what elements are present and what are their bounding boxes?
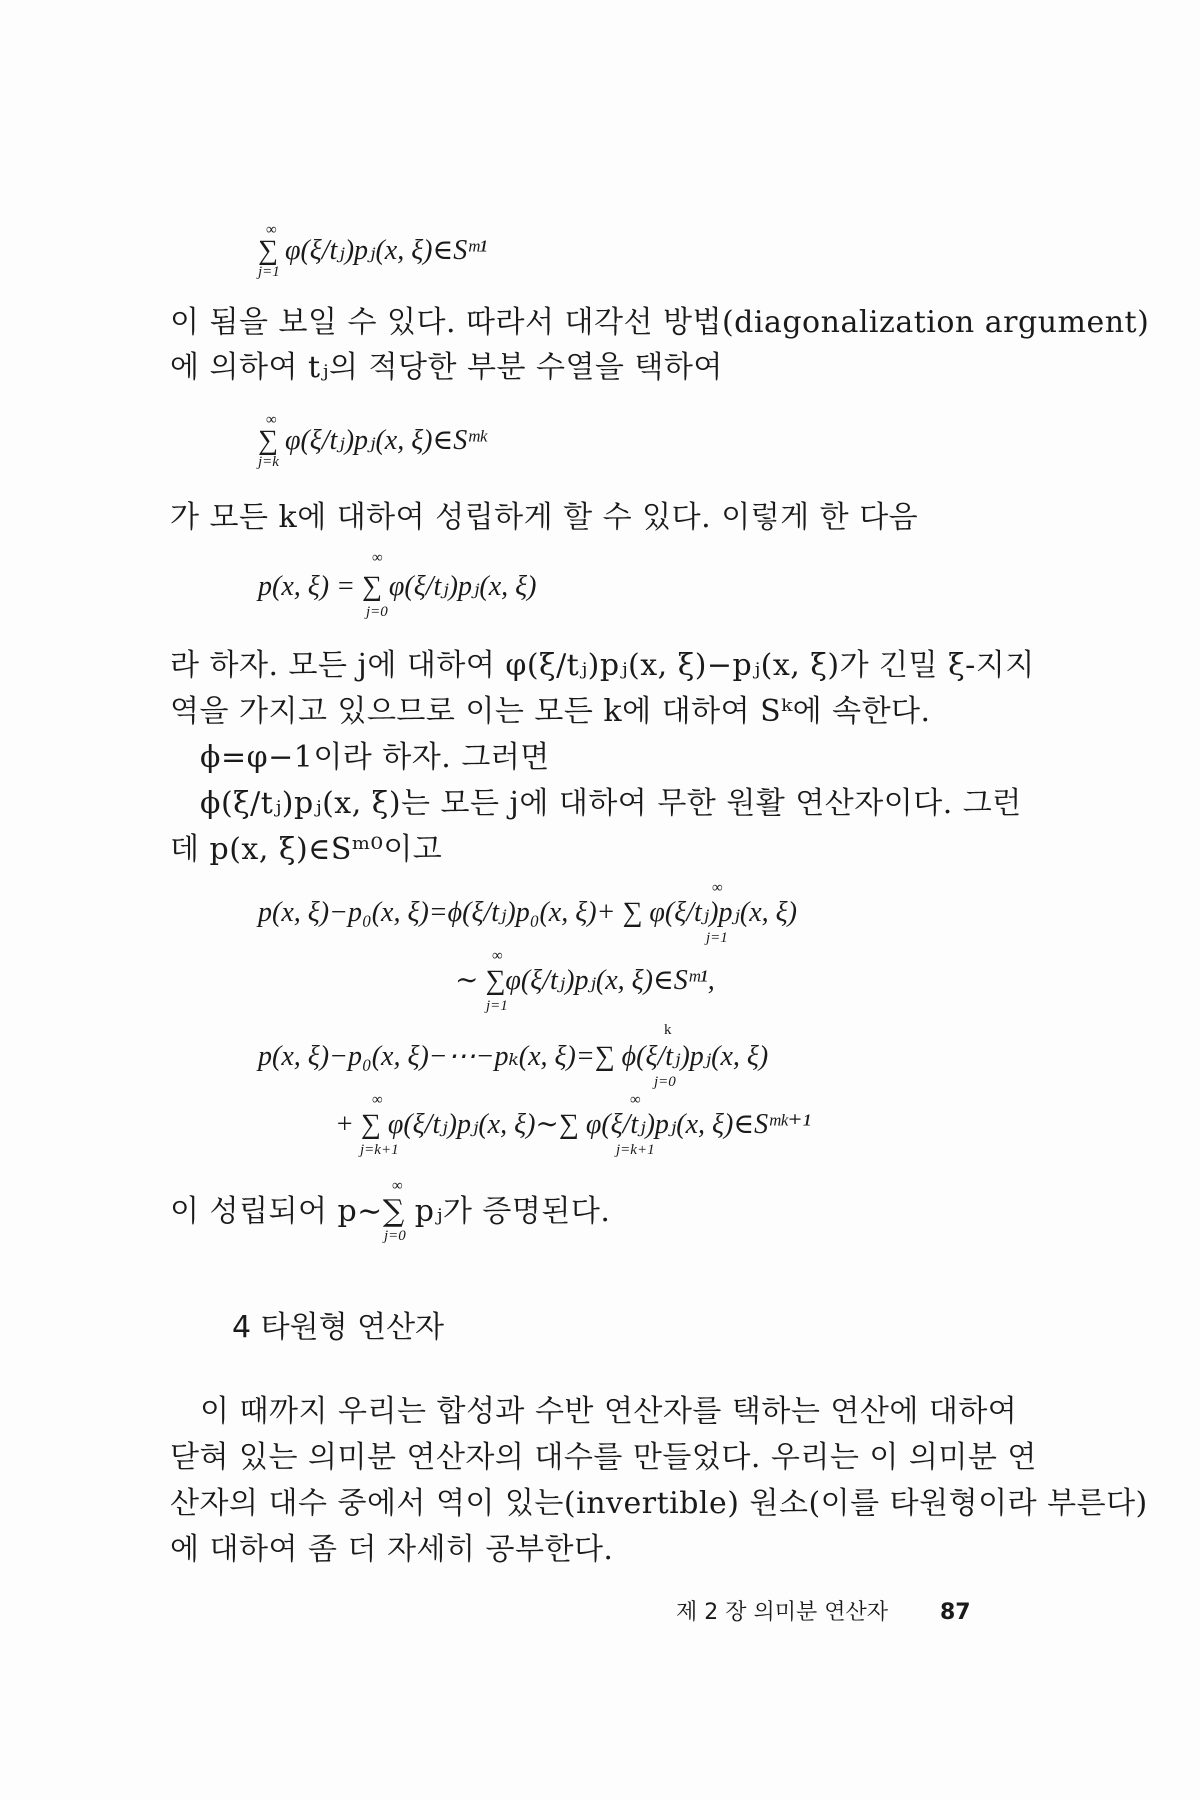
eq5-sum-upper: ∞ <box>492 948 503 964</box>
running-footer-chapter: 제 2 장 의미분 연산자 <box>676 1600 888 1625</box>
paragraph-line-1: 이 때까지 우리는 합성과 수반 연산자를 택하는 연산에 대하여 <box>200 1394 1018 1429</box>
eq8-sum-upper: ∞ <box>392 1178 403 1194</box>
text-line-3: 가 모든 k에 대하여 성립하게 할 수 있다. 이렇게 한 다음 <box>170 500 919 535</box>
eq4-sum-lower: j=1 <box>706 930 728 946</box>
eq7-sum2-lower: j=k+1 <box>616 1142 655 1158</box>
eq4-sum-upper: ∞ <box>712 880 723 896</box>
eq8-sum-lower: j=0 <box>384 1228 406 1244</box>
equation-6: p(x, ξ)−p₀(x, ξ)−⋯−pₖ(x, ξ)=∑ ϕ(ξ/tⱼ)pⱼ(x, ξ) <box>258 1041 769 1072</box>
section-heading: 4 타원형 연산자 <box>232 1310 445 1345</box>
equation-2: ∑ φ(ξ/tⱼ)pⱼ(x, ξ)∈Sᵐᵏ <box>258 425 487 456</box>
equation-4: p(x, ξ)−p₀(x, ξ)=ϕ(ξ/tⱼ)p₀(x, ξ)+ ∑ φ(ξ/tⱼ)pⱼ(x, ξ) <box>258 897 797 928</box>
paragraph-line-4: 에 대하여 좀 더 자세히 공부한다. <box>170 1532 614 1567</box>
equation-3: p(x, ξ) = ∑ φ(ξ/tⱼ)pⱼ(x, ξ) <box>258 571 537 602</box>
eq6-sum-upper: k <box>664 1022 672 1038</box>
eq7-sum1-lower: j=k+1 <box>360 1142 399 1158</box>
text-line-9: 이 성립되어 p∼∑ pⱼ가 증명된다. <box>170 1194 611 1229</box>
text-line-1: 이 됨을 보일 수 있다. 따라서 대각선 방법(diagonalization argument) <box>170 305 1150 340</box>
eq1-sum-upper: ∞ <box>266 222 277 238</box>
equation-7: + ∑ φ(ξ/tⱼ)pⱼ(x, ξ)∼∑ φ(ξ/tⱼ)pⱼ(x, ξ)∈Sᵐᵏ⁺¹ <box>335 1109 811 1140</box>
eq1-sum-lower: j=1 <box>258 264 280 280</box>
page-number: 87 <box>940 1600 971 1625</box>
equation-1: ∑ φ(ξ/tⱼ)pⱼ(x, ξ)∈Sᵐ¹ <box>258 235 488 266</box>
text-line-6: ϕ=φ−1이라 하자. 그러면 <box>200 740 550 775</box>
paragraph-line-2: 닫혀 있는 의미분 연산자의 대수를 만들었다. 우리는 이 의미분 연 <box>170 1440 1037 1475</box>
eq7-sum1-upper: ∞ <box>372 1092 383 1108</box>
text-line-2: 에 의하여 tⱼ의 적당한 부분 수열을 택하여 <box>170 350 723 385</box>
text-line-4: 라 하자. 모든 j에 대하여 φ(ξ/tⱼ)pⱼ(x, ξ)−pⱼ(x, ξ)가 긴밀 ξ-지지 <box>170 648 1035 683</box>
text-line-8: 데 p(x, ξ)∈Sᵐ⁰이고 <box>170 832 443 867</box>
eq6-sum-lower: j=0 <box>654 1074 676 1090</box>
text-line-5: 역을 가지고 있으므로 이는 모든 k에 대하여 Sᵏ에 속한다. <box>170 694 931 729</box>
eq7-sum2-upper: ∞ <box>630 1092 641 1108</box>
paragraph-line-3: 산자의 대수 중에서 역이 있는(invertible) 원소(이를 타원형이라 부른다) <box>170 1486 1148 1521</box>
eq3-sum-upper: ∞ <box>372 550 383 566</box>
text-line-7: ϕ(ξ/tⱼ)pⱼ(x, ξ)는 모든 j에 대하여 무한 원활 연산자이다. 그런 <box>200 786 1022 821</box>
eq2-sum-lower: j=k <box>258 454 279 470</box>
eq3-sum-lower: j=0 <box>366 604 388 620</box>
eq5-sum-lower: j=1 <box>486 998 508 1014</box>
equation-5: ∼ ∑φ(ξ/tⱼ)pⱼ(x, ξ)∈Sᵐ¹, <box>455 965 715 996</box>
eq2-sum-upper: ∞ <box>266 412 277 428</box>
